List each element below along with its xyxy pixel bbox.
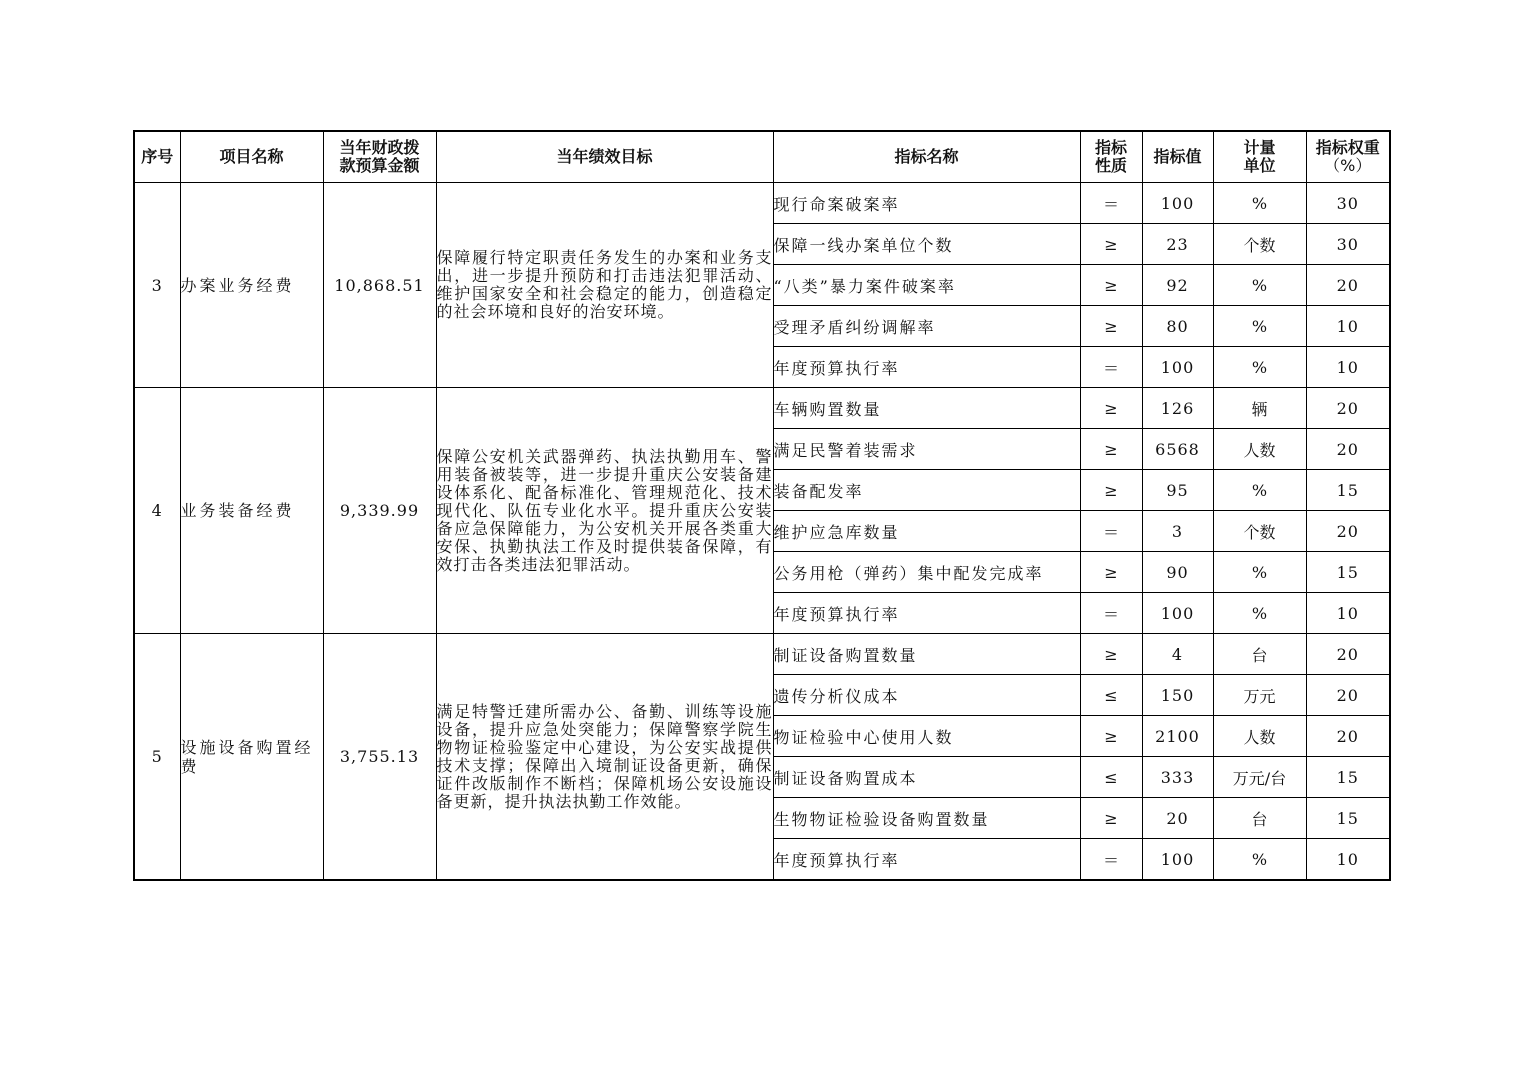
indicator-nature: ＝ [1080, 183, 1142, 224]
indicator-value: 95 [1142, 470, 1213, 511]
indicator-weight: 30 [1306, 183, 1390, 224]
indicator-name: 年度预算执行率 [773, 839, 1080, 881]
indicator-name: 受理矛盾纠纷调解率 [773, 306, 1080, 347]
indicator-value: 2100 [1142, 716, 1213, 757]
indicator-unit: % [1213, 552, 1306, 593]
indicator-nature: ≥ [1080, 470, 1142, 511]
indicator-value: 80 [1142, 306, 1213, 347]
indicator-name: 现行命案破案率 [773, 183, 1080, 224]
indicator-unit: 人数 [1213, 716, 1306, 757]
header-unit-line1: 计量 [1243, 138, 1276, 157]
indicator-nature: ≥ [1080, 306, 1142, 347]
header-seq: 序号 [134, 131, 180, 183]
indicator-value: 23 [1142, 224, 1213, 265]
header-nature [1080, 131, 1142, 183]
indicator-nature: ≥ [1080, 388, 1142, 429]
indicator-nature: ≥ [1080, 634, 1142, 675]
project-seq: 3 [134, 183, 180, 388]
header-unit [1213, 131, 1306, 183]
header-nature-line2: 性质 [1094, 156, 1127, 175]
indicator-unit: % [1213, 265, 1306, 306]
table-row [134, 183, 1390, 224]
indicator-unit: 万元/台 [1213, 757, 1306, 798]
table-row [134, 388, 1390, 429]
project-budget: 10,868.51 [323, 183, 436, 388]
indicator-weight: 15 [1306, 470, 1390, 511]
indicator-name: 保障一线办案单位个数 [773, 224, 1080, 265]
indicator-name: 维护应急库数量 [773, 511, 1080, 552]
header-value: 指标值 [1142, 131, 1213, 183]
header-weight-line1: 指标权重 [1315, 138, 1380, 157]
project-budget: 9,339.99 [323, 388, 436, 634]
indicator-value: 100 [1142, 183, 1213, 224]
indicator-weight: 10 [1306, 839, 1390, 881]
indicator-nature: ≥ [1080, 716, 1142, 757]
indicator-weight: 10 [1306, 593, 1390, 634]
indicator-nature: ≥ [1080, 429, 1142, 470]
indicator-unit: % [1213, 470, 1306, 511]
indicator-unit: 个数 [1213, 224, 1306, 265]
indicator-nature: ≥ [1080, 224, 1142, 265]
indicator-name: 装备配发率 [773, 470, 1080, 511]
indicator-weight: 20 [1306, 388, 1390, 429]
indicator-value: 92 [1142, 265, 1213, 306]
indicator-weight: 20 [1306, 511, 1390, 552]
table-header [134, 131, 1390, 183]
indicator-name: 制证设备购置成本 [773, 757, 1080, 798]
indicator-weight: 20 [1306, 429, 1390, 470]
header-project-name: 项目名称 [180, 131, 323, 183]
indicator-value: 4 [1142, 634, 1213, 675]
header-weight-line2: （%） [1324, 156, 1372, 175]
indicator-value: 90 [1142, 552, 1213, 593]
project-name: 设施设备购置经费 [180, 634, 323, 881]
header-unit-line2: 单位 [1243, 156, 1276, 175]
indicator-unit: % [1213, 839, 1306, 881]
indicator-name: 生物物证检验设备购置数量 [773, 798, 1080, 839]
indicator-name: 遗传分析仪成本 [773, 675, 1080, 716]
indicator-weight: 10 [1306, 347, 1390, 388]
indicator-weight: 20 [1306, 716, 1390, 757]
header-weight [1306, 131, 1390, 183]
indicator-value: 100 [1142, 839, 1213, 881]
indicator-nature: ＝ [1080, 593, 1142, 634]
indicator-value: 100 [1142, 593, 1213, 634]
indicator-name: 年度预算执行率 [773, 347, 1080, 388]
header-row [134, 131, 1390, 183]
indicator-unit: % [1213, 347, 1306, 388]
indicator-value: 150 [1142, 675, 1213, 716]
indicator-name: 满足民警着装需求 [773, 429, 1080, 470]
indicator-weight: 15 [1306, 552, 1390, 593]
indicator-value: 333 [1142, 757, 1213, 798]
indicator-unit: 台 [1213, 634, 1306, 675]
indicator-value: 20 [1142, 798, 1213, 839]
indicator-unit: % [1213, 183, 1306, 224]
project-name: 业务装备经费 [180, 388, 323, 634]
indicator-weight: 15 [1306, 798, 1390, 839]
project-budget: 3,755.13 [323, 634, 436, 881]
indicator-weight: 20 [1306, 634, 1390, 675]
indicator-name: 制证设备购置数量 [773, 634, 1080, 675]
indicator-value: 100 [1142, 347, 1213, 388]
indicator-nature: ≥ [1080, 552, 1142, 593]
indicator-nature: ＝ [1080, 839, 1142, 881]
project-name: 办案业务经费 [180, 183, 323, 388]
indicator-nature: ≥ [1080, 798, 1142, 839]
header-budget [323, 131, 436, 183]
indicator-nature: ＝ [1080, 347, 1142, 388]
indicator-value: 3 [1142, 511, 1213, 552]
header-goal: 当年绩效目标 [436, 131, 773, 183]
indicator-weight: 15 [1306, 757, 1390, 798]
indicator-name: 车辆购置数量 [773, 388, 1080, 429]
indicator-weight: 10 [1306, 306, 1390, 347]
indicator-name: 公务用枪（弹药）集中配发完成率 [773, 552, 1080, 593]
project-seq: 4 [134, 388, 180, 634]
indicator-weight: 20 [1306, 675, 1390, 716]
indicator-unit: 万元 [1213, 675, 1306, 716]
project-goal: 满足特警迁建所需办公、备勤、训练等设施设备，提升应急处突能力；保障警察学院生物物证检验鉴定中心建设，为公安实战提供技术支撑；保障出入境制证设备更新，确保证件改版制作不断档；保障机场公安设施设备更新，提升执法执勤工作效能。 [436, 634, 773, 881]
indicator-weight: 30 [1306, 224, 1390, 265]
indicator-unit: % [1213, 593, 1306, 634]
indicator-unit: % [1213, 306, 1306, 347]
indicator-name: 年度预算执行率 [773, 593, 1080, 634]
indicator-nature: ≤ [1080, 675, 1142, 716]
indicator-unit: 人数 [1213, 429, 1306, 470]
project-goal: 保障公安机关武器弹药、执法执勤用车、警用装备被装等，进一步提升重庆公安装备建设体系化、配备标准化、管理规范化、技术现代化、队伍专业化水平。提升重庆公安装备应急保障能力，为公安机关开展各类重大安保、执勤执法工作及时提供装备保障，有效打击各类违法犯罪活动。 [436, 388, 773, 634]
header-indicator-name: 指标名称 [773, 131, 1080, 183]
indicator-unit: 个数 [1213, 511, 1306, 552]
header-nature-line1: 指标 [1094, 138, 1127, 157]
indicator-nature: ＝ [1080, 511, 1142, 552]
header-budget-line1: 当年财政拨 [339, 138, 420, 157]
indicator-unit: 台 [1213, 798, 1306, 839]
header-budget-line2: 款预算金额 [339, 156, 420, 175]
project-goal: 保障履行特定职责任务发生的办案和业务支出，进一步提升预防和打击违法犯罪活动、维护国家安全和社会稳定的能力，创造稳定的社会环境和良好的治安环境。 [436, 183, 773, 388]
performance-target-table [133, 130, 1391, 881]
indicator-value: 6568 [1142, 429, 1213, 470]
indicator-nature: ≤ [1080, 757, 1142, 798]
indicator-nature: ≥ [1080, 265, 1142, 306]
project-seq: 5 [134, 634, 180, 881]
indicator-name: 物证检验中心使用人数 [773, 716, 1080, 757]
table-row [134, 634, 1390, 675]
indicator-value: 126 [1142, 388, 1213, 429]
indicator-weight: 20 [1306, 265, 1390, 306]
indicator-unit: 辆 [1213, 388, 1306, 429]
indicator-name: “八类”暴力案件破案率 [773, 265, 1080, 306]
table-body [134, 183, 1390, 881]
